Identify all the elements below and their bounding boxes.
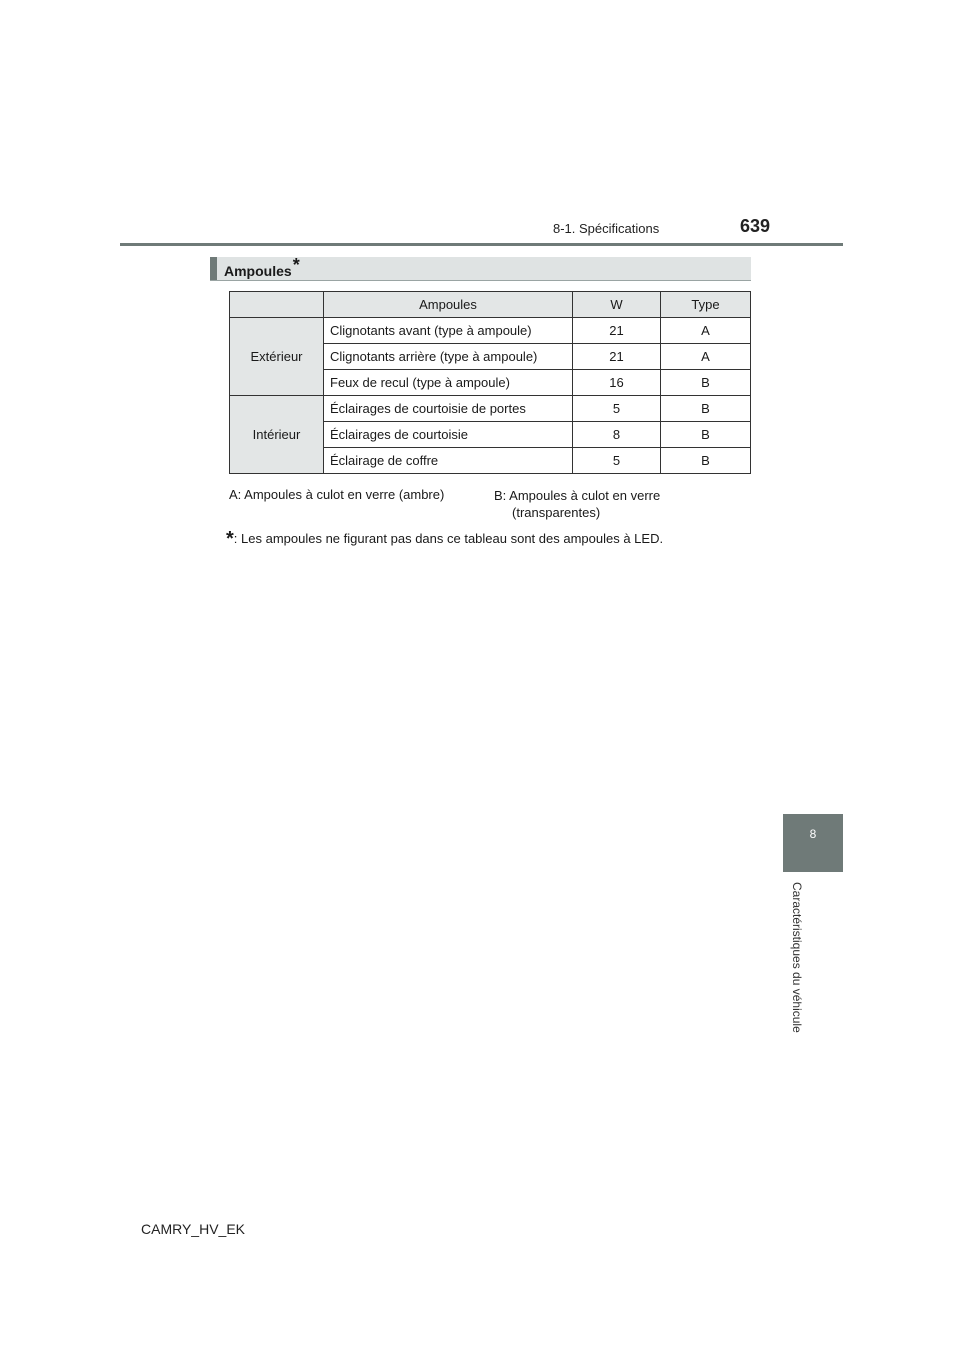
section-title-asterisk: * [292, 255, 300, 275]
bulb-wattage: 21 [573, 318, 661, 344]
section-marker [210, 257, 217, 280]
section-title [224, 255, 300, 281]
bulb-wattage: 8 [573, 422, 661, 448]
document-code: CAMRY_HV_EK [141, 1221, 246, 1237]
footnote [226, 526, 663, 549]
legend-a: A: Ampoules à culot en verre (ambre) [229, 487, 445, 502]
bulb-name: Feux de recul (type à ampoule) [324, 370, 573, 396]
table-header-row [230, 292, 751, 318]
table-row [230, 318, 751, 344]
table-row [230, 396, 751, 422]
header-divider [120, 243, 843, 246]
bulb-type: B [661, 422, 751, 448]
bulb-type: B [661, 396, 751, 422]
section-heading-bar [210, 257, 751, 281]
bulb-name: Éclairages de courtoisie [324, 422, 573, 448]
chapter-number: 8 [809, 827, 817, 841]
bulb-name: Éclairages de courtoisie de portes [324, 396, 573, 422]
section-title-text: Ampoules [224, 263, 292, 279]
footnote-text: : Les ampoules ne figurant pas dans ce tableau sont des ampoules à LED. [233, 531, 664, 546]
running-header-section: 8-1. Spécifications [553, 221, 660, 236]
legend-b [494, 487, 660, 521]
page-number: 639 [740, 216, 771, 236]
bulb-name: Clignotants arrière (type à ampoule) [324, 344, 573, 370]
bulb-wattage: 5 [573, 396, 661, 422]
bulb-name: Éclairage de coffre [324, 448, 573, 474]
bulb-wattage: 16 [573, 370, 661, 396]
bulb-wattage: 5 [573, 448, 661, 474]
table-header-cell [230, 292, 324, 318]
chapter-title: Caractéristiques du véhicule [790, 882, 804, 1033]
footnote-asterisk: * [226, 528, 234, 550]
bulb-type: A [661, 344, 751, 370]
bulb-name: Clignotants avant (type à ampoule) [324, 318, 573, 344]
group-label-interior: Intérieur [230, 396, 324, 474]
bulb-type: A [661, 318, 751, 344]
chapter-tab [783, 814, 843, 872]
table-header-cell: Type [661, 292, 751, 318]
table-header-cell: W [573, 292, 661, 318]
legend-b-line1: B: Ampoules à culot en verre [494, 488, 661, 503]
table-header-cell: Ampoules [324, 292, 573, 318]
group-label-exterior: Extérieur [230, 318, 324, 396]
bulb-type: B [661, 448, 751, 474]
bulb-wattage: 21 [573, 344, 661, 370]
legend-b-line2: (transparentes) [512, 505, 601, 520]
bulb-type: B [661, 370, 751, 396]
bulbs-table [229, 291, 751, 474]
